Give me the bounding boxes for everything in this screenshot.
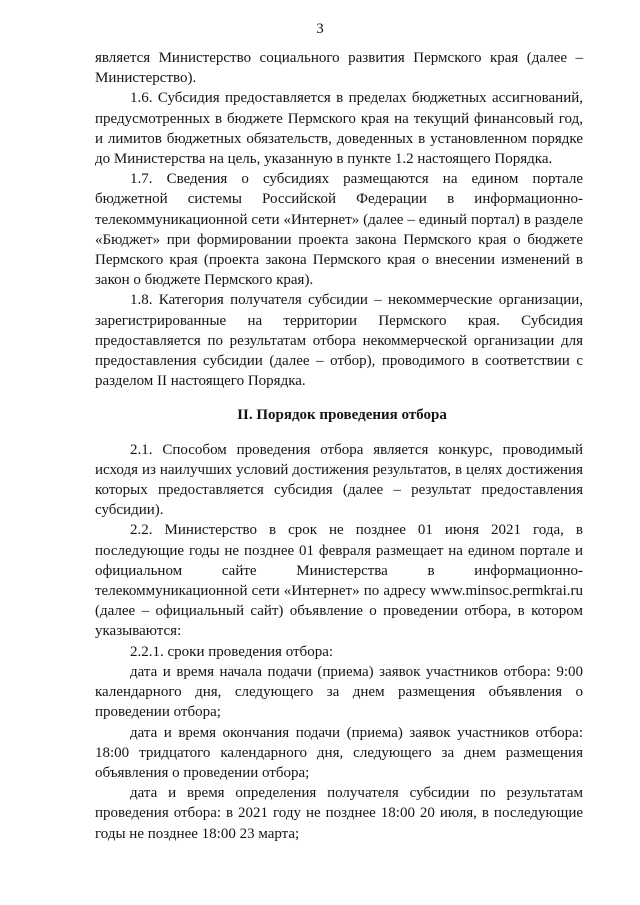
- paragraph-end-date: дата и время окончания подачи (приема) заявок участников отбора: 18:00 тридцатого календарного дня, следующего за днем размещения объявления о проведении отбора;: [95, 724, 583, 781]
- paragraph-decision-date: дата и время определения получателя субсидии по результатам проведения отбора: в 2021 году не позднее 18:00 20 июля, в последующие годы не позднее 18:00 23 марта;: [95, 785, 583, 842]
- paragraph-1-6: 1.6. Субсидия предоставляется в пределах бюджетных ассигнований, предусмотренных в бюджете Пермского края на текущий финансовый год, и лимитов бюджетных обязательств, доведенных в установленном порядке до Министерства на цель, указанную в пункте 1.2 настоящего Порядка.: [95, 90, 583, 168]
- paragraph-2-1: 2.1. Способом проведения отбора является конкурс, проводимый исходя из наилучших условий достижения результатов, в целях достижения которых предоставляется субсидия (далее – результат предоставления субсидии).: [95, 441, 583, 519]
- paragraph-2-2: 2.2. Министерство в срок не позднее 01 июня 2021 года, в последующие годы не позднее 01 февраля размещает на едином портале и официальном сайте Министерства в информационно-телекоммуникационной сети «Интернет» по адресу www.minsoc.permkrai.ru (далее – официальный сайт) объявление о проведении отбора, в котором указываются:: [95, 522, 583, 640]
- paragraph-1-7: 1.7. Сведения о субсидиях размещаются на едином портале бюджетной системы Российской Федерации в информационно-телекоммуникационной сети «Интернет» (далее – единый портал) в разделе «Бюджет» при формировании проекта закона Пермского края о бюджете Пермского края (проекта закона Пермского края о внесении изменений в закон о бюджете Пермского края).: [95, 171, 583, 289]
- paragraph-start-date: дата и время начала подачи (приема) заявок участников отбора: 9:00 календарного дня, следующего за днем размещения объявления о проведении отбора;: [95, 663, 583, 721]
- section-heading: II. Порядок проведения отбора: [237, 407, 447, 424]
- paragraph-1-5-continued: является Министерство социального развития Пермского края (далее – Министерство).: [95, 50, 583, 87]
- document-body: [95, 48, 583, 844]
- paragraph-2-2-1: 2.2.1. сроки проведения отбора:: [130, 643, 334, 660]
- paragraph-1-8: 1.8. Категория получателя субсидии – некоммерческие организации, зарегистрированные на территории Пермского края. Субсидия предоставляется по результатам отбора некоммерческой организации для предоставления субсидии (далее – отбор), проводимого в соответствии с разделом II настоящего Порядка.: [95, 292, 583, 390]
- page-number: 3: [316, 21, 324, 37]
